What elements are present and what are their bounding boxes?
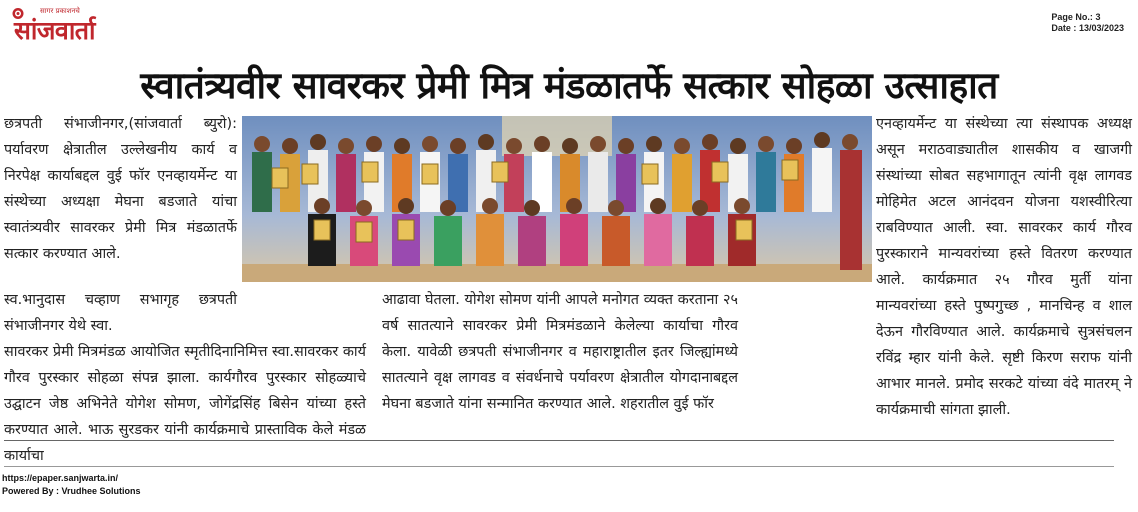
article-column-1-top xyxy=(4,111,237,267)
page-number: 3 xyxy=(1095,12,1101,22)
masthead-name: सांजवार्ता xyxy=(14,16,96,45)
divider xyxy=(4,440,1114,441)
page-number-label: Page No.: xyxy=(1051,12,1093,22)
article-paragraph: एनव्हायर्मेन्ट या संस्थेच्या त्या संस्थापक अध्यक्ष असून मराठवाड्यातील शासकीय व खाजगी संस्थांच्या सोबत सहभागातून त्यांनी वृक्ष लागवड मोहिमेत अटल आनंदवन योजना यशस्वीरित्या राबविण्यात आली. स्वा. सावरकर कार्य गौरव पुरस्काराने मान्यवरांच्या हस्ते वितरण करण्यात आले. कार्यक्रमात २५ गौरव मुर्ती यांना मान्यवरांच्या हस्ते पुष्पगुच्छ , मानचिन्ह व शाल देऊन गौरविण्यात आले. कार्यक्रमाचे सुत्रसंचलन रविंद्र म्हार यांनी केले. सृष्टी किरण सराफ यांनी आभार मानले. प्रमोद सरकटे यांच्या वंदे मातरम् ने कार्यक्रमाची सांगता झाली. xyxy=(876,116,1132,418)
award-ceremony-photo xyxy=(242,116,872,282)
event-photo xyxy=(242,116,872,282)
article-column-1-bottom xyxy=(4,287,366,469)
article-paragraph: सावरकर प्रेमी मित्रमंडळ आयोजित स्मृतीदिनानिमित्त स्वा.सावरकर कार्य गौरव पुरस्कार सोहळा संपन्न झाला. कार्यगौरव पुरस्कार सोहळ्याचे उद्घाटन जेष्ठ अभिनेते योगेश सोमण, जोगेंद्रसिंह बिसेन यांच्या हस्ते करण्यात आले. भाऊ सुरडकर यांनी कार्यक्रमाचे प्रास्ताविक केले मंडळ कार्याचा xyxy=(4,344,366,464)
publish-date: 13/03/2023 xyxy=(1078,23,1124,33)
masthead-tagline: सागर प्रकाशनचे xyxy=(40,7,80,15)
article-headline: स्वातंत्र्यवीर सावरकर प्रेमी मित्र मंडळातर्फे सत्कार सोहळा उत्साहात xyxy=(140,64,998,107)
divider xyxy=(4,466,1114,467)
article-paragraph: छत्रपती संभाजीनगर,(सांजवार्ता ब्युरो): पर्यावरण क्षेत्रातील उल्लेखनीय कार्य व निरपेक्ष कार्याबद्दल वुई फॉर एनव्हायर्मेन्ट या संस्थेच्या अध्यक्षा मेघना बडजाते यांचा स्वातंत्र्यवीर सावरकर प्रेमी मित्र मंडळातर्फे सत्कार करण्यात आले. xyxy=(4,116,237,262)
footer-powered-by: Powered By : Vrudhee Solutions xyxy=(2,486,141,496)
masthead-logo[interactable] xyxy=(6,4,124,44)
article-paragraph: स्व.भानुदास चव्हाण सभागृह छत्रपती संभाजीनगर येथे स्वा. xyxy=(4,292,237,334)
footer-url-link[interactable]: https://epaper.sanjwarta.in/ xyxy=(2,473,119,483)
date-label: Date : xyxy=(1051,23,1077,33)
article-column-2 xyxy=(382,287,738,417)
article-paragraph: आढावा घेतला. योगेश सोमण यांनी आपले मनोगत व्यक्त करताना २५ वर्ष सातत्याने सावरकर प्रेमी मित्रमंडळाने केलेल्या कार्याचा गौरव केला. यावेळी छत्रपती संभाजीनगर व महाराष्ट्रातील इतर जिल्ह्यांमध्ये सातत्याने वृक्ष लागवड व संवर्धनाचे पर्यावरण क्षेत्रातील योगदानाबद्दल मेघना बडजाते यांना सन्मानित करण्यात आले. शहरातील वुई फॉर xyxy=(382,292,738,412)
article-column-3 xyxy=(876,111,1132,423)
page-meta xyxy=(1051,12,1124,34)
